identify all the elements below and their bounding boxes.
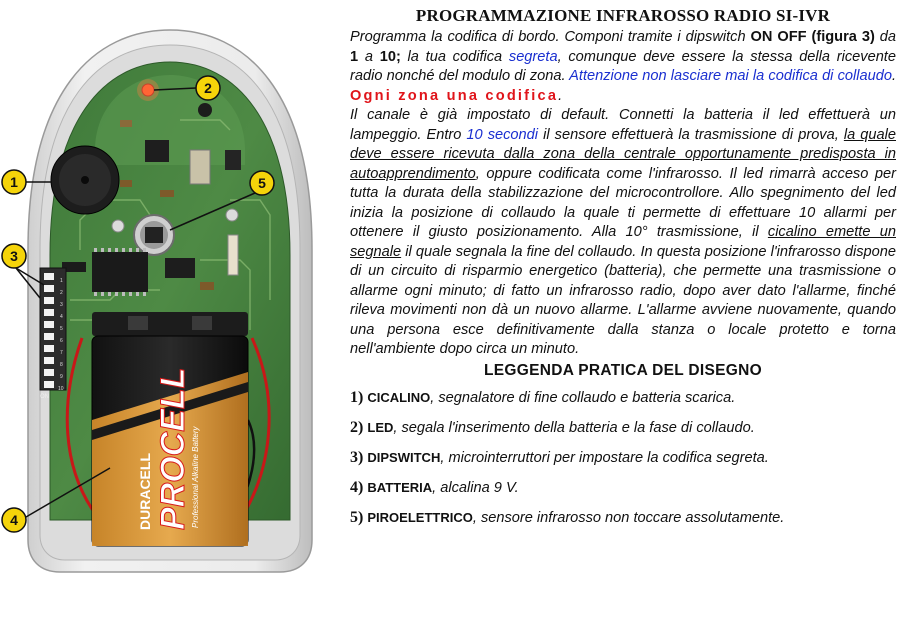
dip-label-3: 3 [60,302,63,308]
paragraph-coding: Programma la codifica di bordo. Componi tramite i dipswitch ON OFF (figura 3) da 1 a 10; la tua codifica segreta, comunque deve essere la stessa della ricevente radio nonché del modulo di zona. Attenzione non lasciare mai la codifica di collaudo. Ogni zona una codifica. [350,29,897,104]
legend-item-led: 2) LED, segala l'inserimento della batteria e la fase di collaudo. [350,418,755,436]
battery [92,336,248,546]
callout-3-label: 3 [10,248,18,264]
highlight-10-secondi: 10 secondi [466,126,539,143]
dip-label-1: 1 [60,278,63,284]
callout-1-label: 1 [10,174,18,190]
battery-brand: DURACELL [137,453,153,530]
paragraph-procedure: Il canale è già impostato di default. Connetti la batteria il led effettuerà un lampeggio. Entro 10 secondi il sensore effettuerà la trasmissione di prova, la quale deve essere ricevuta dalla zona della centrale opportunamente predisposta in autoapprendimento, oppure codificata come l'infrarosso. Il led rimarrà acceso per tutta la durata della stabilizzazione del microcontrollore. Allo spegnimento del led inizia la posizione di collaudo la quale ti permette di effettuare 10 allarmi per ottenere il giusto posizionamento. Alla 10° trasmissione, il cicalino emette un segnale il quale segnala la fine del collaudo. In questa posizione l'infrarosso dispone di un circuito di risparmio energetico (batteria), che permette una trasmissione o allarme ogni minuto; di fatto un infrarosso radio, dopo aver dato l'allarme, finché rileva movimenti non dà un nuovo allarme. L'allarme avviene nuovamente, quando una persona esce definitivamente dalla stanza o locale protetto e torna nell'ambiente dopo circa un minuto. [350,107,896,357]
dip-label-6: 6 [60,338,63,344]
callout-5-label: 5 [258,175,266,191]
warning-collaudo: Attenzione non lasciare mai la codifica di collaudo [569,68,892,84]
underline-cicalino: cicalino emette un segnale [350,224,896,260]
warning-codifica: Ogni zona una codifica [350,87,559,104]
dip-label-2: 2 [60,290,63,296]
callout-2-label: 2 [204,80,212,96]
legend-item-dipswitch: 3) DIPSWITCH, microinterruttori per impostare la codifica segreta. [350,448,769,466]
device-photo [0,0,340,626]
dip-label-7: 7 [60,350,63,356]
highlight-segreta: segreta [508,48,558,65]
dipswitch-block [40,268,66,400]
dip-label-8: 8 [60,362,63,368]
dip-label-4: 4 [60,314,63,320]
battery-subtitle: Professional Alkaline Battery [191,426,200,528]
legend-item-batteria: 4) BATTERIA, alcalina 9 V. [350,478,519,496]
dip-on-label: ON [40,394,49,400]
page-title: PROGRAMMAZIONE INFRAROSSO RADIO SI-IVR [415,6,831,25]
underline-autoapprendimento: la quale deve essere ricevuta dalla zona della centrale opportunamente predisposta in autoapprendimento [350,126,896,182]
battery-line: PROCELL [154,367,192,530]
legend-item-cicalino: 1) CICALINO, segnalatore di fine collaudo e batteria scarica. [350,388,736,406]
dip-label-10: 10 [58,386,64,392]
legend-list [350,388,896,528]
callout-4-label: 4 [10,512,18,528]
legend-item-piroelettrico: 5) PIROELETTRICO, sensore infrarosso non toccare assolutamente. [350,508,785,526]
legend-title: LEGGENDA PRATICA DEL DISEGNO [484,361,762,379]
dip-label-5: 5 [60,326,63,332]
dip-label-9: 9 [60,374,63,380]
text-column [350,6,896,538]
